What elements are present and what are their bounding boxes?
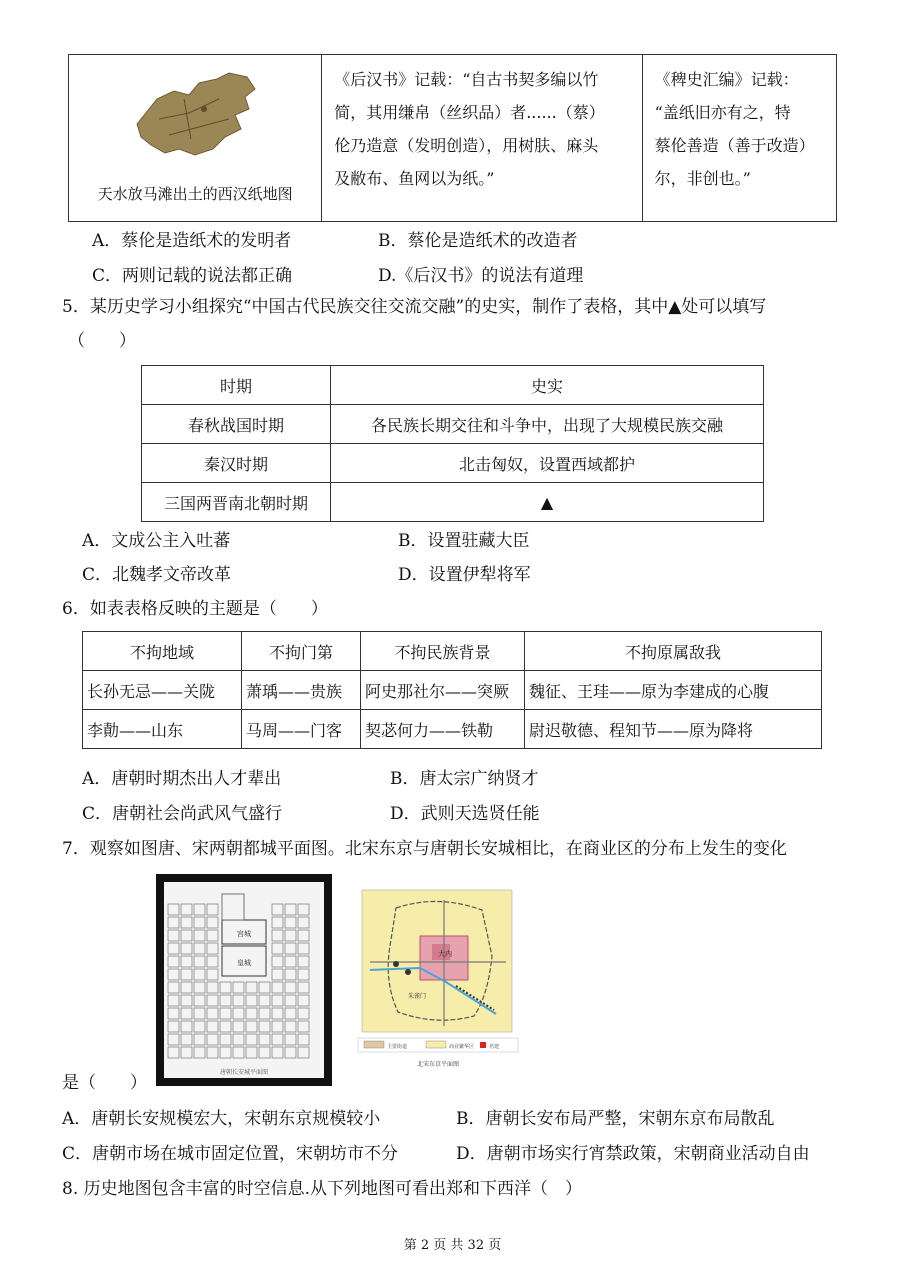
table-cell: 长孙无忌——关陇 <box>83 671 242 710</box>
q4-option-b[interactable]: B．蔡伦是造纸术的改造者 <box>378 231 578 251</box>
table-cell: 北击匈奴，设置西域都护 <box>331 444 764 483</box>
table-cell: 春秋战国时期 <box>142 405 331 444</box>
table-cell: 尉迟敬德、程知节——原为降将 <box>525 710 822 749</box>
table-header: 时期 <box>142 366 331 405</box>
table-header: 不拘门第 <box>242 632 361 671</box>
q6-option-a[interactable]: A．唐朝时期杰出人才辈出 <box>82 769 282 789</box>
fig2-caption: 北宋东京平面图 <box>416 1061 460 1068</box>
table-cell-triangle: ▲ <box>331 483 764 522</box>
table-cell: 马周——门客 <box>242 710 361 749</box>
q4-cell-map <box>69 55 322 222</box>
q5-option-b[interactable]: B．设置驻藏大臣 <box>398 531 530 551</box>
label-danei: 大内 <box>438 950 452 958</box>
table-cell: 各民族长期交往和斗争中，出现了大规模民族交融 <box>331 405 764 444</box>
q5-option-c[interactable]: C．北魏孝文帝改革 <box>82 565 232 585</box>
q6-option-d[interactable]: D．武则天选贤任能 <box>390 804 540 824</box>
tang-changan-map <box>156 874 332 1086</box>
q7-stem: 7．观察如图唐、宋两朝都城平面图。北宋东京与唐朝长安城相比，在商业区的分布上发生的变化 <box>62 839 787 859</box>
table-cell: 三国两晋南北朝时期 <box>142 483 331 522</box>
table-cell: 魏征、王珪——原为李建成的心腹 <box>525 671 822 710</box>
legend-street: 主要街道 <box>387 1044 408 1050</box>
q6-option-c[interactable]: C．唐朝社会尚武风气盛行 <box>82 804 283 824</box>
text-line: “盖纸旧亦有之，特 <box>654 103 791 122</box>
q7-option-b[interactable]: B．唐朝长安布局严整，宋朝东京布局散乱 <box>456 1109 775 1129</box>
label-zhuquemen: 朱雀门 <box>408 993 427 1000</box>
table-header: 不拘原属敌我 <box>525 632 822 671</box>
paper-map-image <box>129 69 259 159</box>
text-line: 《稗史汇编》记载： <box>654 70 799 89</box>
text-line: 简，其用缣帛（丝织品）者......（蔡） <box>334 103 605 122</box>
text-line: 《后汉书》记载：“自古书契多编以竹 <box>334 70 599 89</box>
fig1-caption: 唐朝长安城平面图 <box>219 1069 269 1076</box>
q7-option-a[interactable]: A．唐朝长安规模宏大，宋朝东京规模较小 <box>62 1109 381 1129</box>
page-footer: 第 2 页 共 32 页 <box>403 1238 502 1253</box>
table-header: 不拘地域 <box>83 632 242 671</box>
song-dongjing-map <box>356 886 520 1072</box>
q4-map-caption: 天水放马滩出土的西汉纸地图 <box>97 185 293 203</box>
q7-option-c[interactable]: C．唐朝市场在城市固定位置，宋朝坊市不分 <box>62 1144 399 1164</box>
q4-option-d[interactable]: D.《后汉书》的说法有道理 <box>378 266 584 286</box>
q5-stem-bracket: （ ） <box>68 331 136 351</box>
q6-option-b[interactable]: B．唐太宗广纳贤才 <box>390 769 539 789</box>
q5-option-d[interactable]: D．设置伊犁将军 <box>398 565 531 585</box>
q4-cell-houhanshu <box>322 55 642 222</box>
legend-commerce: 商业繁华区 <box>449 1044 475 1050</box>
q7-option-d[interactable]: D．唐朝市场实行宵禁政策，宋朝商业活动自由 <box>456 1144 810 1164</box>
q4-cell-baishi <box>642 55 836 222</box>
q7-stem-end: 是（ ） <box>62 1073 147 1093</box>
q4-option-c[interactable]: C．两则记载的说法都正确 <box>92 266 293 286</box>
table-cell: 契苾何力——铁勒 <box>361 710 525 749</box>
label-huangcheng: 皇城 <box>237 959 251 967</box>
table-header: 不拘民族背景 <box>361 632 525 671</box>
legend-building: 名建 <box>489 1044 500 1050</box>
text-line: 尔，非创也。” <box>654 169 751 188</box>
text-line: 伦乃造意（发明创造），用树肤、麻头 <box>334 136 599 155</box>
text-line: 蔡伦善造（善于改造） <box>654 136 815 155</box>
q4-material-table <box>68 54 837 222</box>
table-cell: 阿史那社尔——突厥 <box>361 671 525 710</box>
q5-option-a[interactable]: A．文成公主入吐蕃 <box>82 531 231 551</box>
q6-stem: 6．如表表格反映的主题是（ ） <box>62 599 328 619</box>
label-gongcheng: 宫城 <box>237 930 251 938</box>
q4-option-a[interactable]: A．蔡伦是造纸术的发明者 <box>92 231 292 251</box>
table-cell: 李勣——山东 <box>83 710 242 749</box>
text-line: 及敝布、鱼网以为纸。” <box>334 169 495 188</box>
q6-table <box>82 631 822 749</box>
table-cell: 萧瑀——贵族 <box>242 671 361 710</box>
q5-stem: 5．某历史学习小组探究“中国古代民族交往交流交融”的史实，制作了表格，其中▲处可以填写 <box>62 297 767 317</box>
q8-stem: 8. 历史地图包含丰富的时空信息.从下列地图可看出郑和下西洋（ ） <box>62 1179 583 1199</box>
table-cell: 秦汉时期 <box>142 444 331 483</box>
table-header: 史实 <box>331 366 764 405</box>
q5-table <box>141 365 764 522</box>
